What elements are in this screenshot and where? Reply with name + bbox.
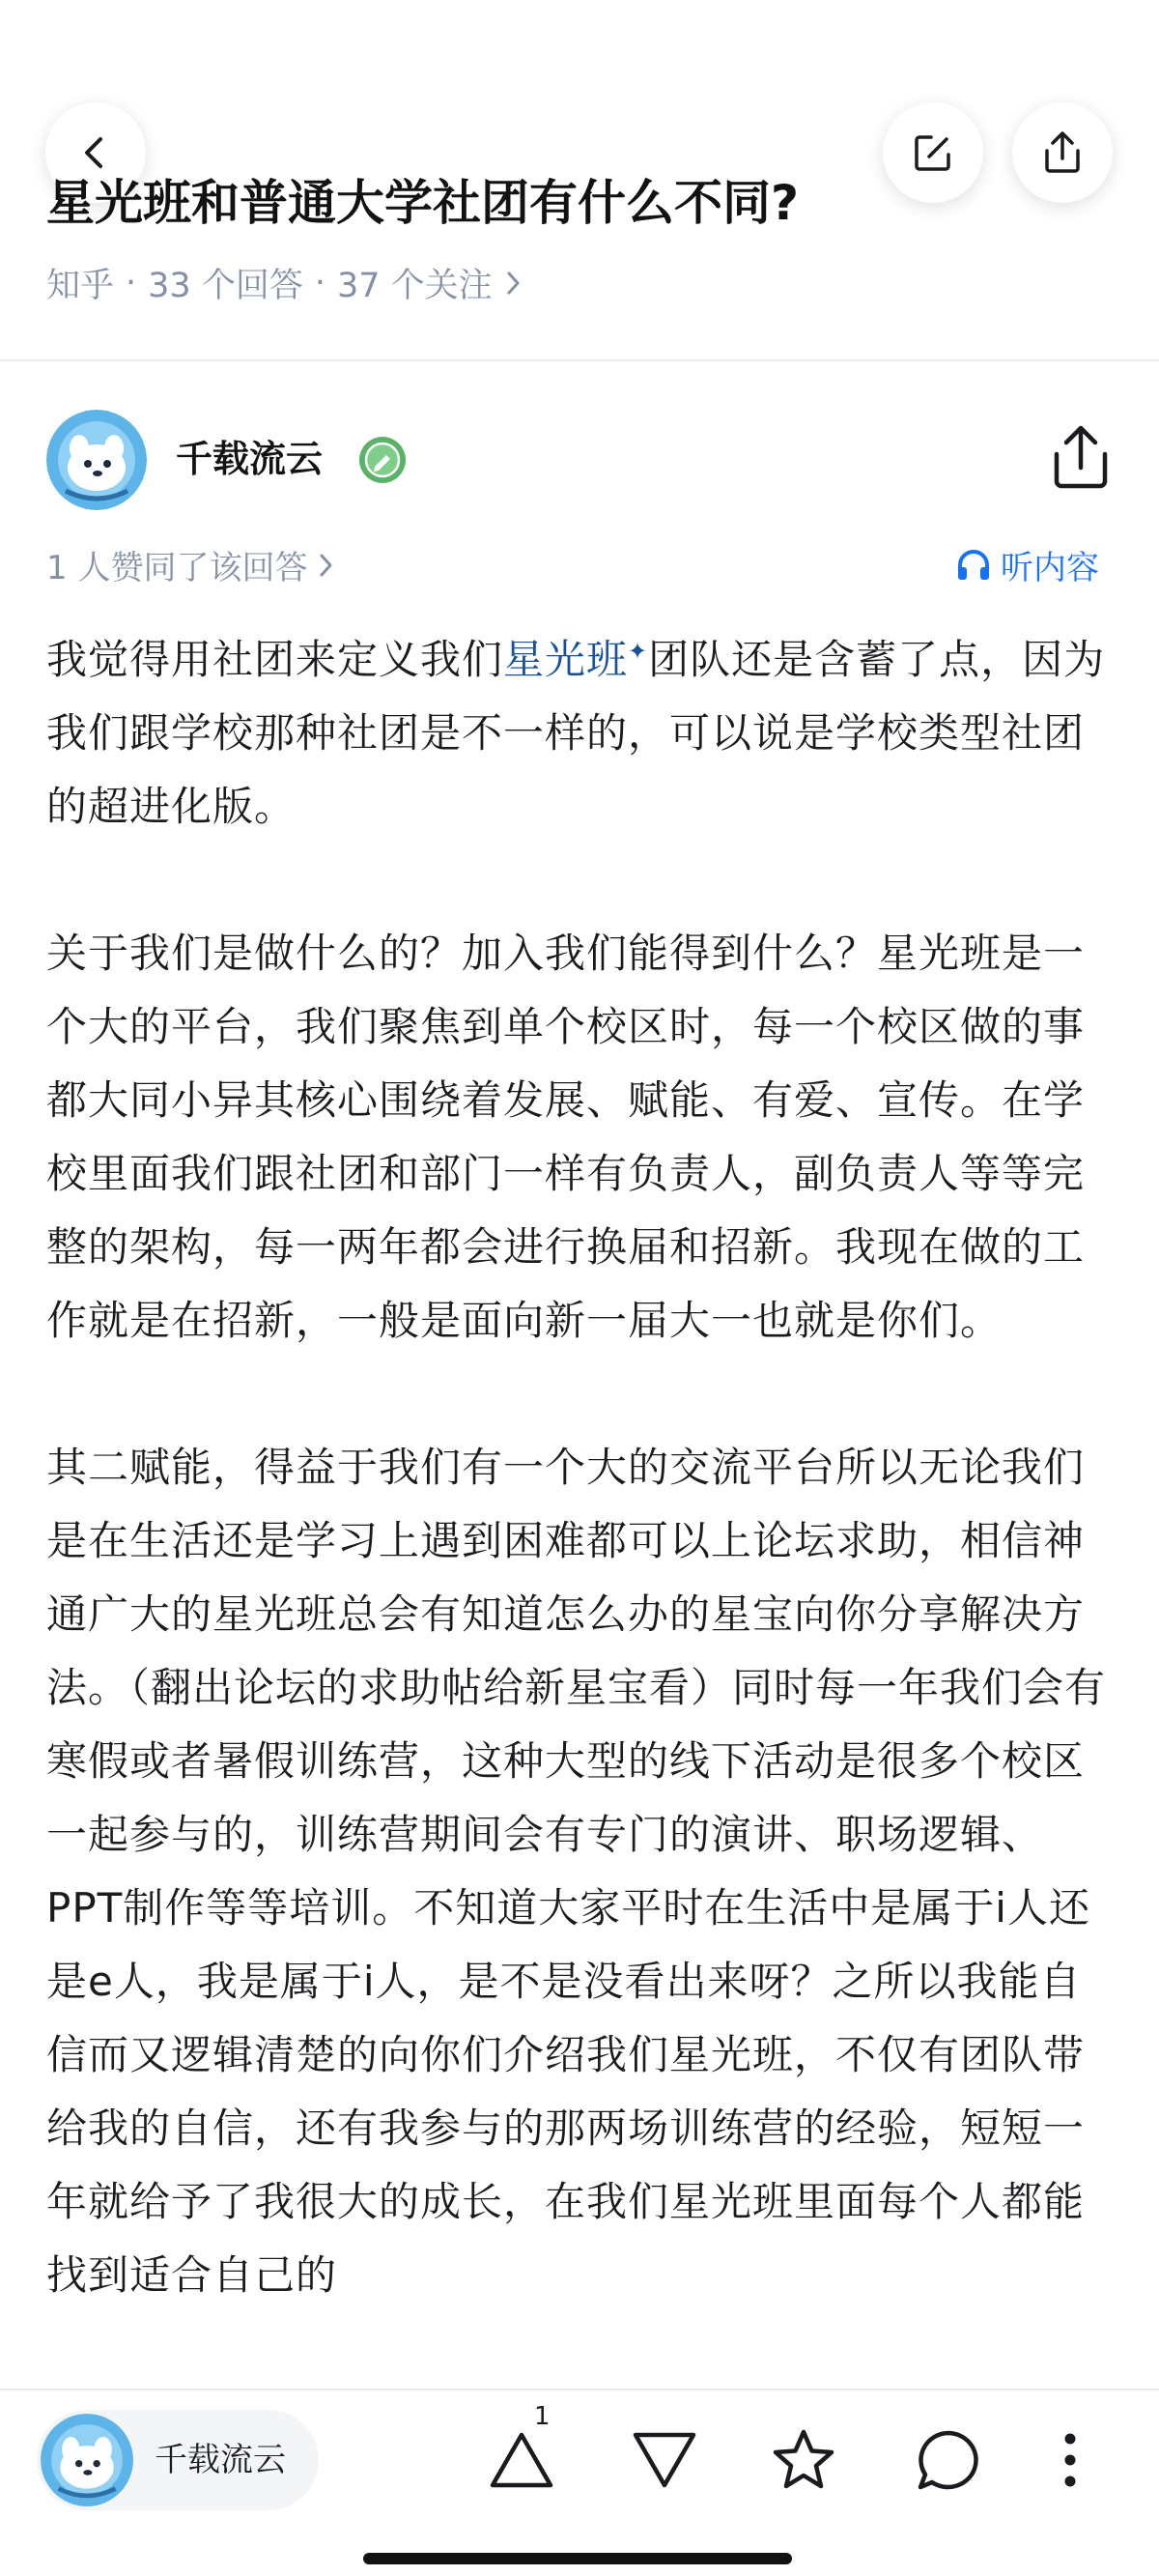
chevron-right-icon: [319, 552, 334, 579]
author-pill[interactable]: [37, 2410, 319, 2510]
sparkle-icon: ✦: [628, 638, 649, 665]
comment-button[interactable]: [904, 2416, 993, 2504]
verified-badge-icon: [357, 435, 408, 485]
answer-count: 33 个回答: [148, 267, 303, 305]
bottom-action-bar: [0, 2389, 1159, 2576]
question-meta[interactable]: [46, 259, 522, 307]
listen-button[interactable]: [956, 541, 1099, 588]
author-avatar-small: [41, 2414, 133, 2506]
headphones-icon: [956, 549, 991, 582]
home-indicator[interactable]: [363, 2553, 792, 2564]
upvote-count: 1: [534, 2402, 551, 2431]
paragraph-1-start: 我觉得用社团来定义我们: [46, 636, 504, 683]
author-name-small: 千载流云: [155, 2441, 286, 2479]
meta-separator: ·: [126, 264, 137, 302]
follower-count: 37 个关注: [336, 267, 493, 305]
source-label: 知乎: [46, 267, 115, 305]
paragraph-1: [46, 615, 1118, 844]
answer-content: [46, 615, 1118, 2389]
listen-label: 听内容: [1001, 549, 1099, 587]
chevron-right-icon: [506, 270, 522, 297]
upvote-summary[interactable]: [46, 541, 334, 588]
author-name[interactable]: 千载流云: [176, 438, 324, 480]
chevron-left-icon: [76, 133, 115, 172]
paragraph-2: 关于我们是做什么的？加入我们能得到什么？星光班是一个大的平台，我们聚焦到单个校区时，每一个校区做的事都大同小异其核心围绕着发展、赋能、有爱、宣传。在学校里面我们跟社团和部门一样有负责人，副负责人等等完整的架构，每一两年都会进行换届和招新。我现在做的工作就是在招新，一般是面向新一届大一也就是你们。: [46, 930, 1086, 1344]
upvote-text: 1 人赞同了该回答: [46, 549, 308, 587]
share-icon: [1049, 423, 1113, 493]
meta-separator: ·: [314, 264, 325, 302]
xingguangban-link[interactable]: 星光班: [503, 636, 629, 683]
section-divider: [0, 359, 1159, 361]
star-icon: [771, 2428, 836, 2492]
upvote-button[interactable]: [477, 2416, 566, 2504]
downvote-button[interactable]: [620, 2416, 709, 2504]
share-answer-button[interactable]: [1049, 423, 1113, 493]
paragraph-1-end: 团队还是含蓄了点，因为我们跟学校那种社团是不一样的，可以说是学校类型社团的超进化版。: [46, 636, 1106, 830]
paragraph-3: 其二赋能，得益于我们有一个大的交流平台所以无论我们是在生活还是学习上遇到困难都可以上论坛求助，相信神通广大的星光班总会有知道怎么办的星宝向你分享解决方法。（翻出论坛的求助帖给新星宝看）同时每一年我们会有寒假或者暑假训练营，这种大型的线下活动是很多个校区一起参与的，训练营期间会有专门的演讲、职场逻辑、PPT制作等等培训。不知道大家平时在生活中是属于i人还是e人，我是属于i人，是不是没看出来呀？之所以我能自信而又逻辑清楚的向你们介绍我们星光班，不仅有团队带给我的自信，还有我参与的那两场训练营的经验，短短一年就给予了我很大的成长，在我们星光班里面每个人都能找到适合自己的: [46, 1444, 1107, 2299]
comment-bubble-icon: [916, 2428, 981, 2492]
more-vertical-icon: [1062, 2431, 1078, 2489]
question-title[interactable]: 星光班和普通大学社团有什么不同?: [46, 175, 800, 231]
more-button[interactable]: [1026, 2416, 1115, 2504]
triangle-down-icon: [631, 2430, 698, 2490]
favorite-button[interactable]: [759, 2416, 848, 2504]
triangle-up-icon: [488, 2430, 555, 2490]
author-avatar[interactable]: [46, 410, 147, 510]
